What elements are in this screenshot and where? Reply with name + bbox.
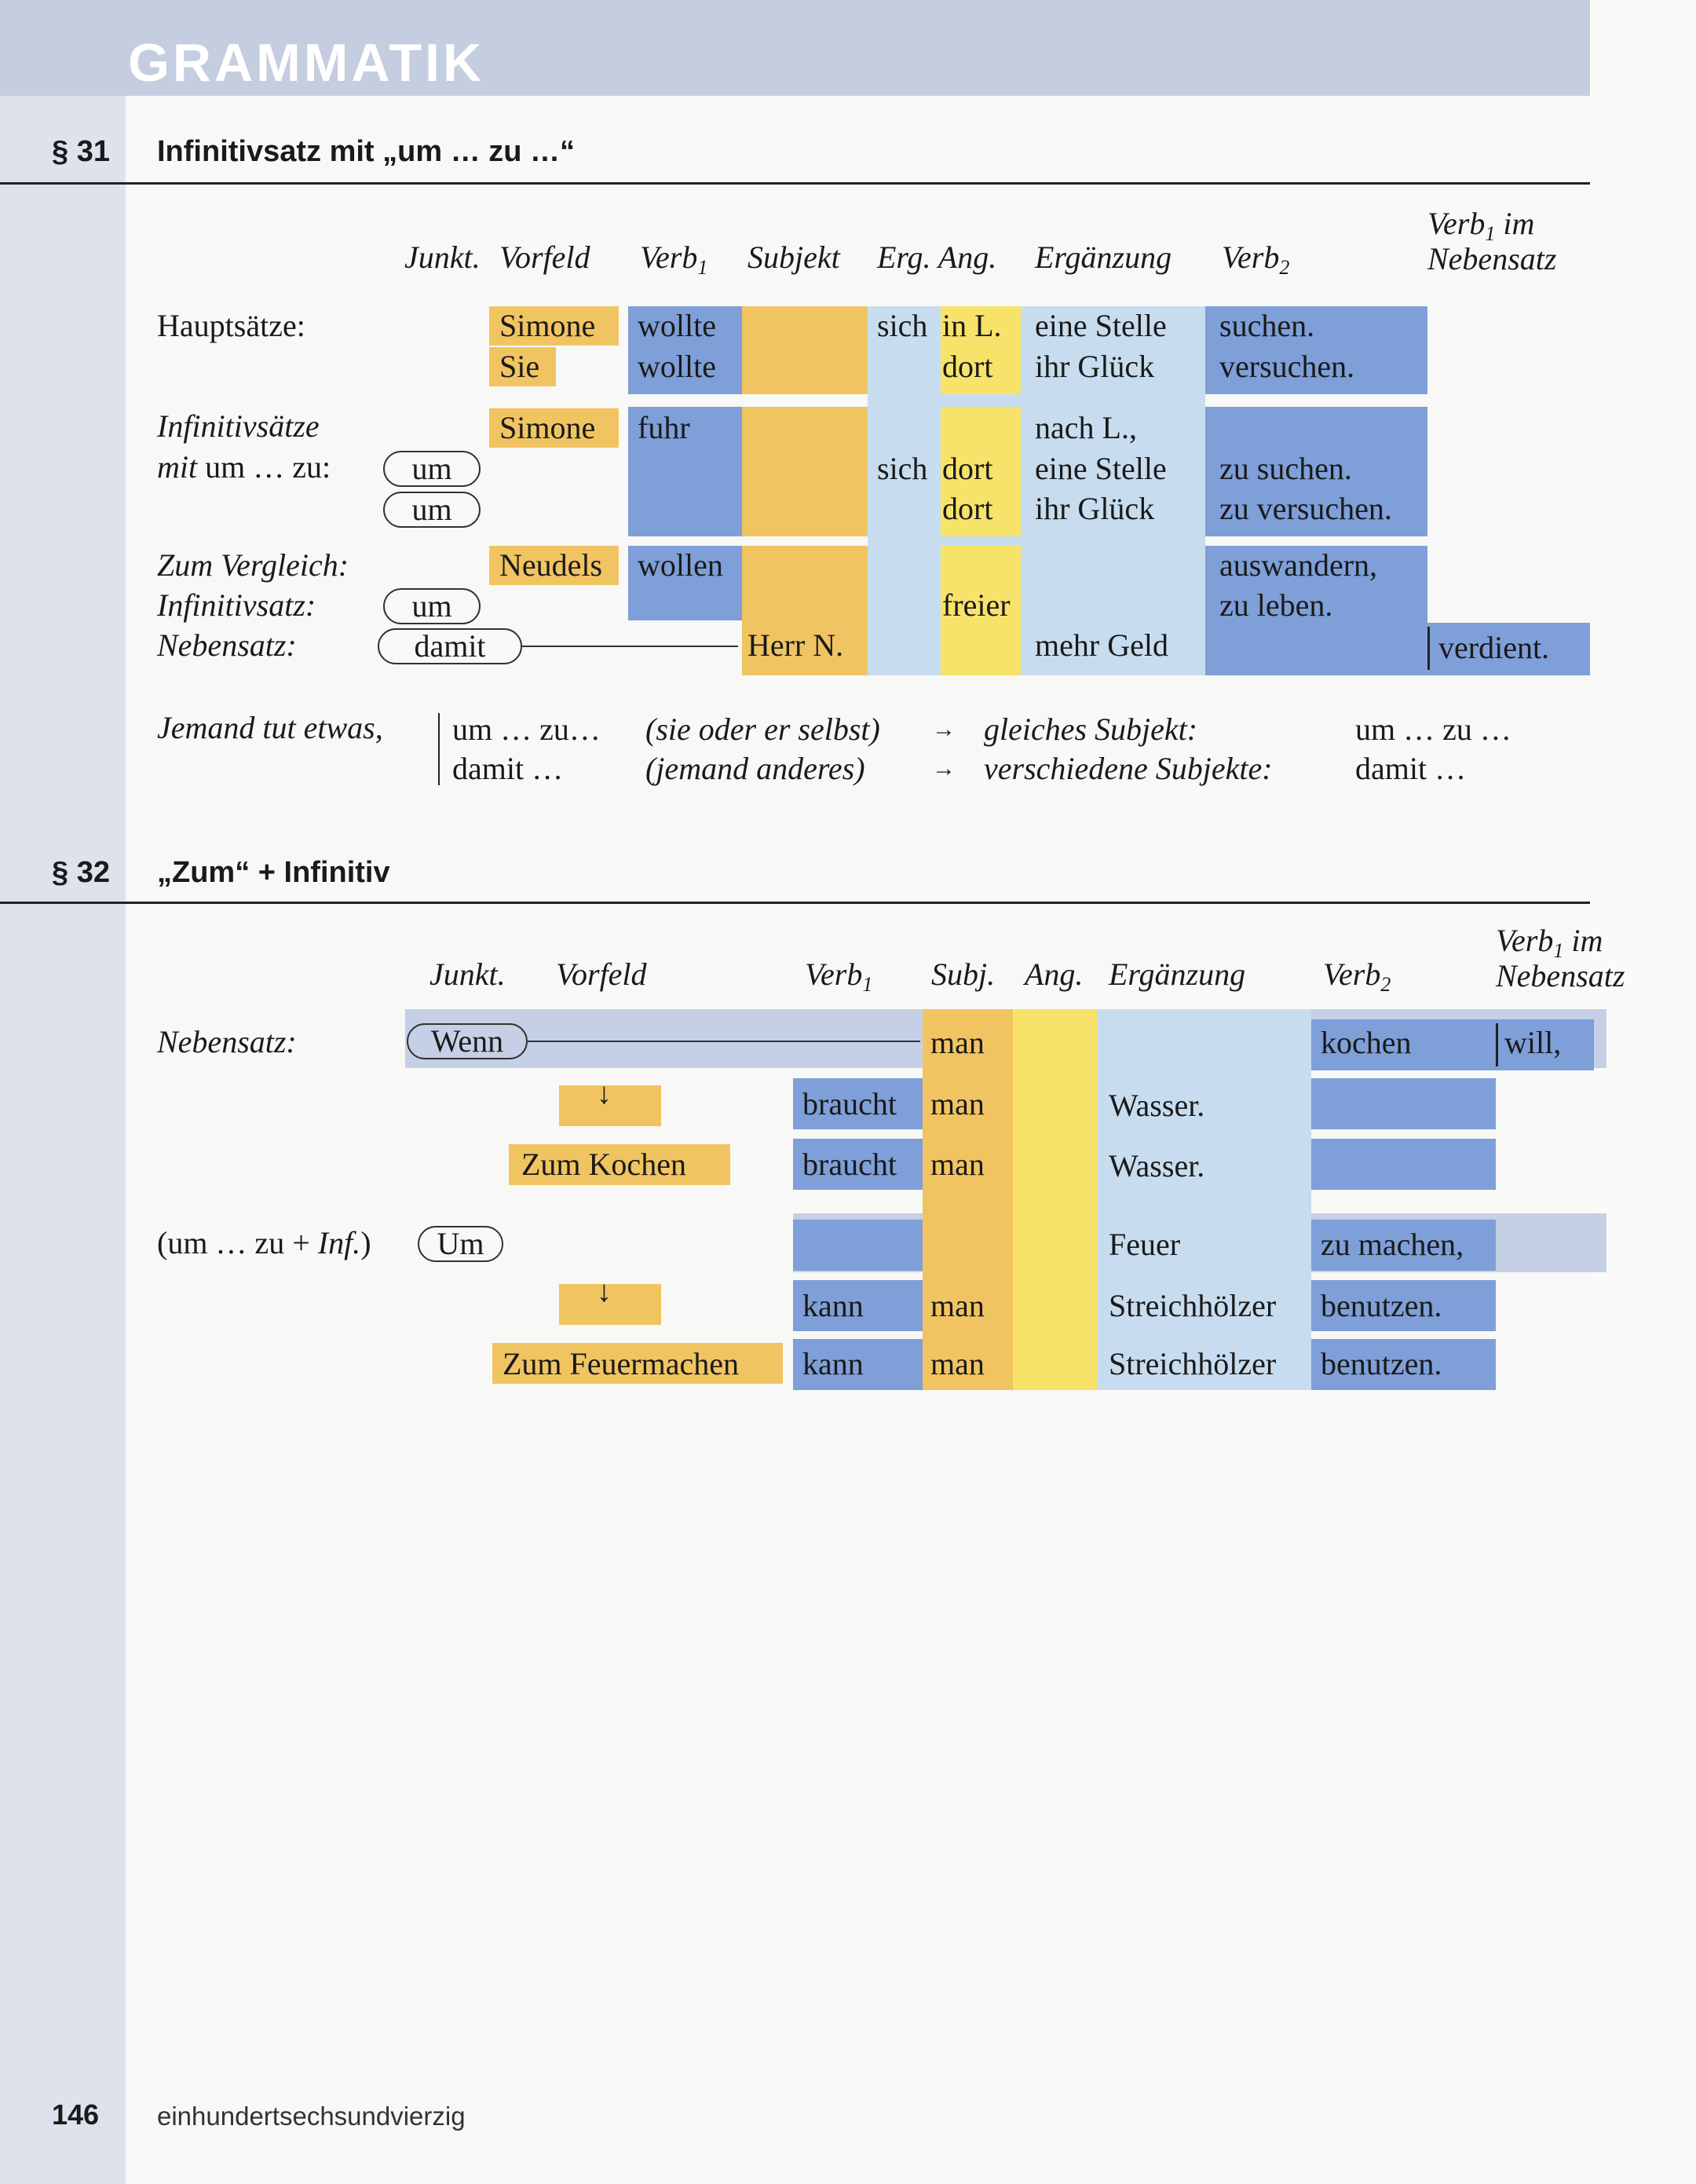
s32-down-arrow-2: ↓ [597, 1275, 612, 1308]
s31-r8-connector-line [522, 646, 738, 647]
s31-r3-ergaenzung: nach L., [1035, 410, 1137, 445]
s32-r1-subj: man [930, 1025, 985, 1060]
s31-r7-ang: freier [942, 587, 1011, 623]
s32-r1-junkt-wenn: Wenn [407, 1023, 528, 1059]
s31-r4-ang: dort [942, 451, 993, 486]
s32-r5-subj: man [930, 1288, 985, 1323]
s32-verb1-block-3 [793, 1220, 923, 1271]
s32-label-um-zu-inf: (um … zu + Inf.) [157, 1225, 371, 1260]
s31-r1-vorfeld: Simone [499, 308, 596, 343]
s32-verb2-block-2 [1311, 1078, 1496, 1129]
s32-r5-verb2: benutzen. [1321, 1288, 1442, 1323]
s31-rule-damit: damit … [452, 751, 564, 786]
s32-col-subj: Subj. [931, 957, 996, 992]
s31-verb1-ns-divider [1427, 627, 1430, 670]
s31-label-mit-um-zu: mit um … zu: [157, 449, 331, 485]
s31-r5-junkt-um: um [383, 492, 481, 528]
s32-col-verb1-nebensatz: Verb$_1$ im [1496, 923, 1603, 962]
page-number-word: einhundertsechsundvierzig [157, 2102, 466, 2131]
s32-label-nebensatz: Nebensatz: [157, 1024, 297, 1059]
s31-r7-verb2: zu leben. [1219, 587, 1333, 623]
s31-rule-um-zu-2: um … zu … [1355, 712, 1511, 747]
s31-r8-junkt-damit: damit [378, 628, 522, 664]
s31-r2-ergaenzung: ihr Glück [1035, 349, 1155, 384]
s31-r5-ergaenzung: ihr Glück [1035, 491, 1155, 526]
s31-r6-vorfeld: Neudels [499, 547, 603, 583]
s32-col-verb2: Verb$_2$ [1323, 957, 1391, 996]
s32-r1-verb2: kochen [1321, 1025, 1412, 1060]
section-32-rule [0, 902, 1590, 904]
s31-r3-vorfeld: Simone [499, 410, 596, 445]
s31-r4-erg: sich [877, 451, 928, 486]
s31-col-verb1-nebensatz: Verb$_1$ im [1427, 206, 1535, 245]
s31-r1-ergaenzung: eine Stelle [1035, 308, 1167, 343]
s31-r4-verb2: zu suchen. [1219, 451, 1352, 486]
s31-rule-arrow-2: → [932, 755, 956, 781]
s32-down-arrow-1: ↓ [597, 1077, 612, 1110]
s31-rule-verschiedene: verschiedene Subjekte: [984, 751, 1273, 786]
s31-subjekt-block-2 [742, 407, 868, 536]
s31-r6-verb2: auswandern, [1219, 547, 1378, 583]
s32-col-vorfeld: Vorfeld [556, 957, 647, 992]
s31-subjekt-block-1 [742, 306, 868, 394]
left-margin-band [0, 0, 126, 2184]
s31-col-vorfeld: Vorfeld [499, 240, 590, 275]
s32-r6-ergaenzung: Streichhölzer [1109, 1346, 1277, 1381]
s31-r5-verb2: zu versuchen. [1219, 491, 1392, 526]
s31-r8-verb1-ns: verdient. [1438, 630, 1550, 665]
s32-r2-subj: man [930, 1086, 985, 1121]
s32-col-junkt: Junkt. [429, 957, 506, 992]
s31-label-infinitivsatz: Infinitivsatz: [157, 587, 316, 623]
s32-r6-verb2: benutzen. [1321, 1346, 1442, 1381]
section-31-title: Infinitivsatz mit „um … zu …“ [157, 135, 576, 168]
s31-label-infinitivsaetze: Infinitivsätze [157, 408, 320, 444]
s31-r3-verb1: fuhr [638, 410, 690, 445]
s32-r2-ergaenzung: Wasser. [1109, 1088, 1205, 1123]
s32-r1-connector-line [528, 1041, 920, 1042]
s32-verb1-ns-divider [1496, 1023, 1498, 1066]
s31-rule-bar [438, 713, 440, 785]
s32-r4-ergaenzung: Feuer [1109, 1227, 1181, 1262]
s31-col-ergaenzung: Ergänzung [1035, 240, 1172, 275]
s32-col-ang: Ang. [1025, 957, 1084, 992]
page-number: 146 [52, 2098, 100, 2131]
s31-r5-ang: dort [942, 491, 993, 526]
s31-r8-subjekt: Herr N. [747, 627, 844, 663]
s31-r1-verb1: wollte [638, 308, 716, 343]
s32-r5-verb1: kann [802, 1288, 864, 1323]
s32-subj-block [923, 1009, 1013, 1390]
s31-r7-junkt-um: um [383, 588, 481, 624]
s32-ang-block [1013, 1009, 1098, 1390]
s32-col-verb1-nebensatz-2: Nebensatz [1496, 958, 1625, 993]
s32-r3-ergaenzung: Wasser. [1109, 1148, 1205, 1183]
s31-r2-verb2: versuchen. [1219, 349, 1355, 384]
section-32-title: „Zum“ + Infinitiv [157, 856, 390, 889]
section-32-number: § 32 [52, 856, 110, 889]
s31-rule-jemand: Jemand tut etwas, [157, 710, 383, 745]
s31-label-nebensatz: Nebensatz: [157, 627, 297, 663]
s32-verb2-block-3 [1311, 1139, 1496, 1190]
s31-col-verb2: Verb$_2$ [1222, 240, 1290, 279]
s32-r1-verb1-ns: will, [1504, 1025, 1562, 1060]
s31-label-zum-vergleich: Zum Vergleich: [157, 547, 349, 583]
s31-col-verb1-nebensatz-2: Nebensatz [1427, 241, 1557, 276]
s31-rule-um-zu: um … zu… [452, 712, 601, 747]
s32-r5-ergaenzung: Streichhölzer [1109, 1288, 1277, 1323]
s31-r8-ergaenzung: mehr Geld [1035, 627, 1168, 663]
s32-col-ergaenzung: Ergänzung [1109, 957, 1246, 992]
s31-r1-erg: sich [877, 308, 928, 343]
s31-r2-verb1: wollte [638, 349, 716, 384]
s32-r6-vorfeld: Zum Feuermachen [503, 1346, 739, 1381]
section-31-rule [0, 182, 1590, 185]
s32-r3-vorfeld: Zum Kochen [521, 1147, 686, 1182]
s31-r6-verb1: wollen [638, 547, 723, 583]
s32-r4-verb2: zu machen, [1321, 1227, 1464, 1262]
s31-r4-ergaenzung: eine Stelle [1035, 451, 1167, 486]
s31-col-subjekt: Subjekt [747, 240, 840, 275]
s31-col-junkt: Junkt. [404, 240, 481, 275]
s31-rule-arrow-1: → [932, 716, 956, 742]
section-31-number: § 31 [52, 135, 110, 168]
s31-col-erg-ang: Erg. Ang. [877, 240, 997, 275]
s32-r6-subj: man [930, 1346, 985, 1381]
s31-rule-damit-2: damit … [1355, 751, 1467, 786]
s31-r1-verb2: suchen. [1219, 308, 1315, 343]
s31-label-hauptsaetze: Hauptsätze: [157, 308, 305, 343]
s31-rule-selbst: (sie oder er selbst) [645, 712, 880, 747]
s31-rule-gleiches: gleiches Subjekt: [984, 712, 1198, 747]
s32-r3-subj: man [930, 1147, 985, 1182]
s32-r4-junkt-um: Um [418, 1226, 503, 1262]
s32-col-verb1: Verb$_1$ [805, 957, 873, 996]
s31-r1-ang: in L. [942, 308, 1002, 343]
s32-r6-verb1: kann [802, 1346, 864, 1381]
page-header-title: GRAMMATIK [128, 33, 484, 93]
s31-rule-anderes: (jemand anderes) [645, 751, 865, 786]
s32-r3-verb1: braucht [802, 1147, 897, 1182]
s31-r4-junkt-um: um [383, 451, 481, 487]
s31-r2-vorfeld: Sie [499, 349, 540, 384]
s32-r2-verb1: braucht [802, 1086, 897, 1121]
s31-col-verb1: Verb$_1$ [640, 240, 708, 279]
right-margin [1590, 0, 1696, 2184]
s32-ergaenzung-bg [1098, 1009, 1311, 1390]
s31-r2-ang: dort [942, 349, 993, 384]
